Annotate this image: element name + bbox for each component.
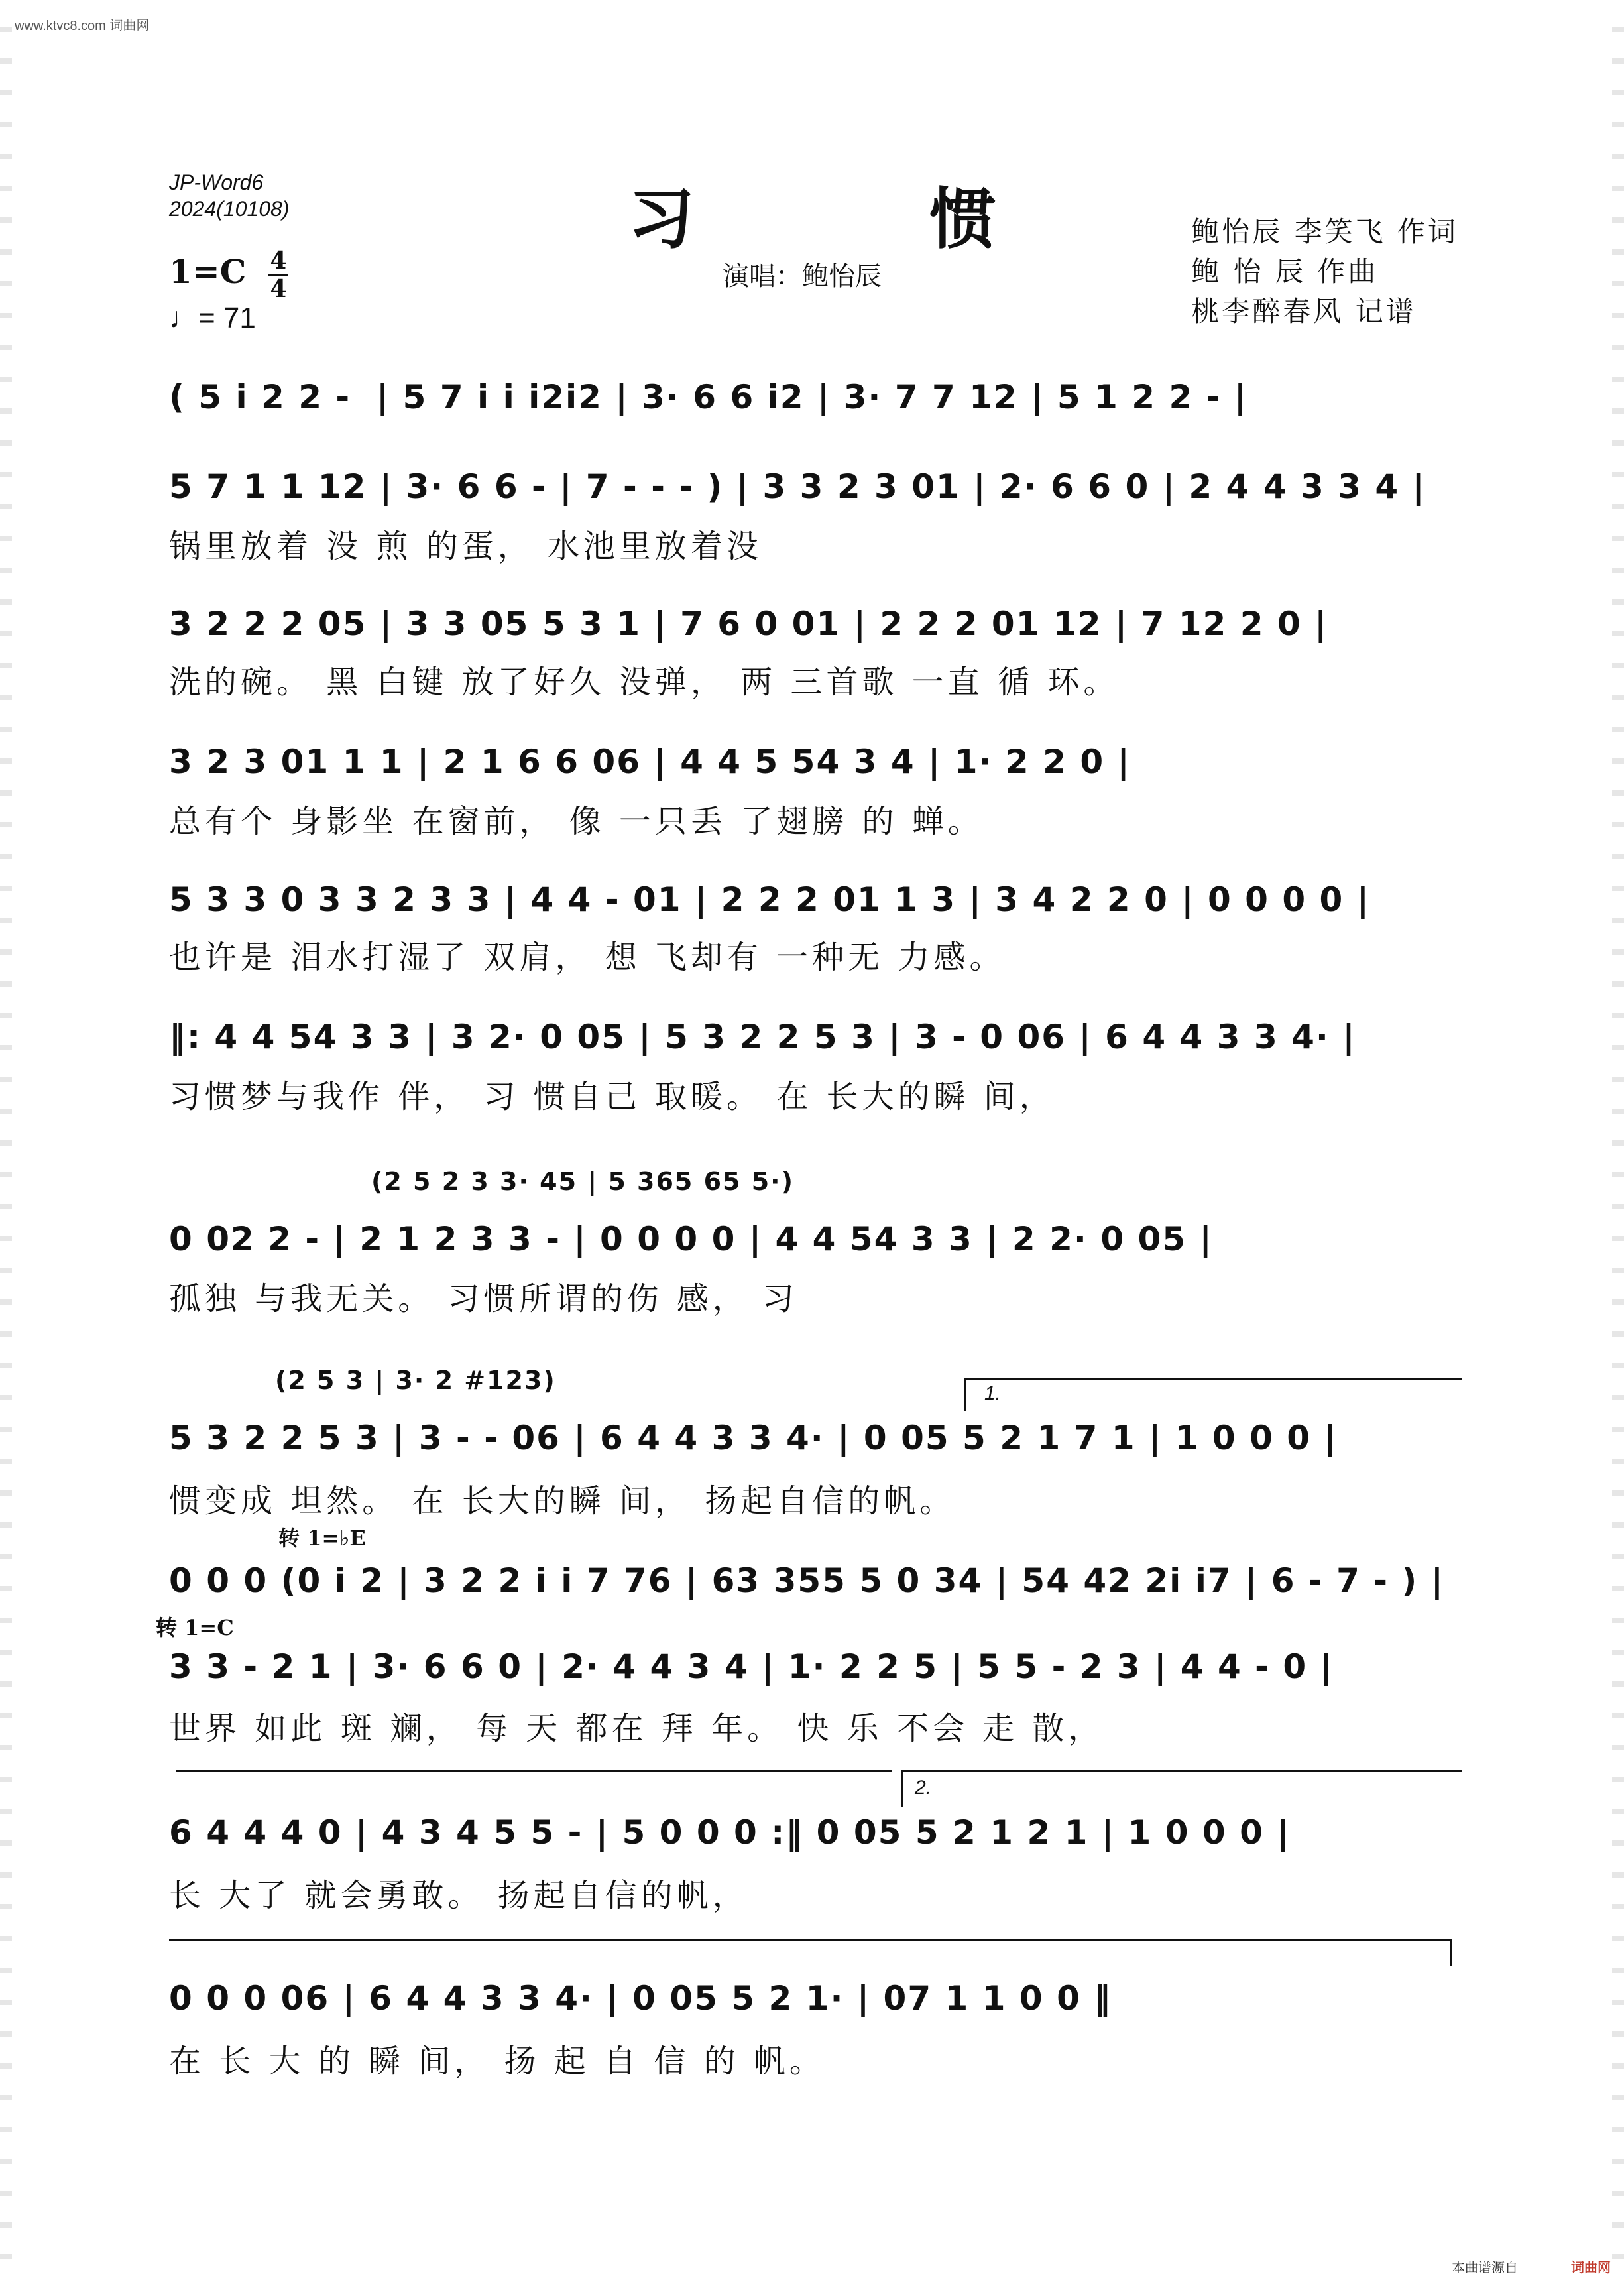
volta-bracket-line-b (169, 1939, 1452, 1941)
transcriber: 桃李醉春风 记谱 (1191, 295, 1417, 328)
score-line-12-lyrics: 在 长 大 的 瞬 间， 扬 起 自 信 的 帆。 (169, 2043, 825, 2080)
tempo-marking: ♩= 71 (169, 302, 256, 334)
score-line-11-lyrics: 长 大了 就会勇敢。 扬起自信的帆， (169, 1877, 748, 1914)
left-border-strip (0, 0, 12, 2284)
page-title: 习 惯 (628, 180, 1102, 258)
volta-1-bracket-side (964, 1378, 966, 1411)
score-line-5-notes: 5 3 3 0 3 3 2 3 3 | 4 4 - 01 | 2 2 2 01 1 3 | 3 4 2 2 0 | 0 0 0 0 | (169, 880, 1371, 919)
score-line-10-lyrics: 世界 如此 斑 斓， 每 天 都在 拜 年。 快 乐 不会 走 散， (169, 1710, 1104, 1747)
score-line-2-lyrics: 锅里放着 没 煎 的蛋， 水池里放着没 (169, 528, 763, 565)
score-line-8-lyrics: 惯变成 坦然。 在 长大的瞬 间， 扬起自信的帆。 (169, 1482, 956, 1520)
volta-1-label: 1. (984, 1382, 1002, 1404)
score-line-8-cue: (2 5 3 | 3· 2 #123) (275, 1366, 556, 1395)
score-line-3-notes: 3 2 2 2 05 | 3 3 05 5 3 1 | 7 6 0 01 | 2 2 2 01 12 | 7 12 2 0 | (169, 605, 1328, 643)
right-border-strip (1612, 0, 1624, 2284)
time-signature-bottom: 4 (270, 275, 287, 303)
time-signature-top: 4 (270, 247, 287, 274)
score-line-2-notes: 5 7 1 1 12 | 3· 6 6 - | 7 - - - ) | 3 3 2 3 01 | 2· 6 6 0 | 2 4 4 3 3 4 | (169, 467, 1426, 506)
score-line-6-lyrics: 习惯梦与我作 伴， 习 惯自己 取暖。 在 长大的瞬 间， (169, 1078, 1055, 1115)
score-line-10-notes: 3 3 - 2 1 | 3· 6 6 0 | 2· 4 4 3 4 | 1· 2 2 5 | 5 5 - 2 3 | 4 4 - 0 | (169, 1648, 1334, 1686)
score-line-8-notes: 5 3 2 2 5 3 | 3 - - 06 | 6 4 4 3 3 4· | 0 05 5 2 1 7 1 | 1 0 0 0 | (169, 1419, 1338, 1457)
score-line-4-lyrics: 总有个 身影坐 在窗前， 像 一只丢 了翅膀 的 蝉。 (169, 803, 984, 840)
source-url: www.ktvc8.com 词曲网 (15, 19, 150, 33)
footer-site-logo: 词曲网 (1571, 2261, 1611, 2275)
volta-bracket-line-a (176, 1770, 892, 1772)
key-change-eflat: 转 1=♭E (278, 1526, 366, 1551)
credits (1191, 212, 1458, 331)
version-date: 2024(10108) (169, 197, 290, 221)
score-line-7-lyrics: 孤独 与我无关。 习惯所谓的伤 感， 习 (169, 1280, 799, 1317)
lyricist: 鲍怡辰 李笑飞 作词 (1191, 215, 1458, 248)
score-line-1-notes: ( 5 i 2 2 - | 5 7 i i i2i2 | 3· 6 6 i2 | 3· 7 7 12 | 5 1 2 2 - | (169, 378, 1248, 416)
key-signature: 1=C (169, 252, 247, 291)
score-line-3-lyrics: 洗的碗。 黑 白键 放了好久 没弹， 两 三首歌 一直 循 环。 (169, 664, 1120, 701)
footer-source-text: 本曲谱源自 (1452, 2261, 1518, 2275)
singer: 演唱：鲍怡辰 (723, 261, 882, 292)
score-line-4-notes: 3 2 3 01 1 1 | 2 1 6 6 06 | 4 4 5 54 3 4 | 1· 2 2 0 | (169, 743, 1131, 781)
composer: 鲍 怡 辰 作曲 (1191, 255, 1379, 288)
key-change-c: 转 1=C (156, 1615, 234, 1640)
score-line-7-cue: (2 5 2 3 3· 45 | 5 365 65 5·) (371, 1167, 794, 1196)
volta-2-bracket-side (901, 1770, 903, 1807)
volta-2-label: 2. (915, 1777, 932, 1799)
volta-2-bracket (901, 1770, 1462, 1772)
score-line-11-notes: 6 4 4 4 0 | 4 3 4 5 5 - | 5 0 0 0 :‖ 0 05 5 2 1 2 1 | 1 0 0 0 | (169, 1813, 1291, 1852)
volta-bracket-end (1450, 1939, 1452, 1966)
time-signature (268, 249, 288, 301)
software-name: JP-Word6 (169, 170, 264, 194)
volta-1-bracket (964, 1378, 1462, 1380)
score-line-7-notes: 0 02 2 - | 2 1 2 3 3 - | 0 0 0 0 | 4 4 54 3 3 | 2 2· 0 05 | (169, 1220, 1213, 1258)
score-line-12-notes: 0 0 0 06 | 6 4 4 3 3 4· | 0 05 5 2 1· | 07 1 1 0 0 ‖ (169, 1979, 1112, 2017)
score-line-9-notes: 0 0 0 (0 i 2 | 3 2 2 i i 7 76 | 63 355 5 0 34 | 54 42 2i i7 | 6 - 7 - ) | (169, 1561, 1444, 1600)
score-line-6-notes: ‖: 4 4 54 3 3 | 3 2· 0 05 | 5 3 2 2 5 3 | 3 - 0 06 | 6 4 4 3 3 4· | (169, 1018, 1356, 1056)
score-line-5-lyrics: 也许是 泪水打湿了 双肩， 想 飞却有 一种无 力感。 (169, 939, 1006, 976)
